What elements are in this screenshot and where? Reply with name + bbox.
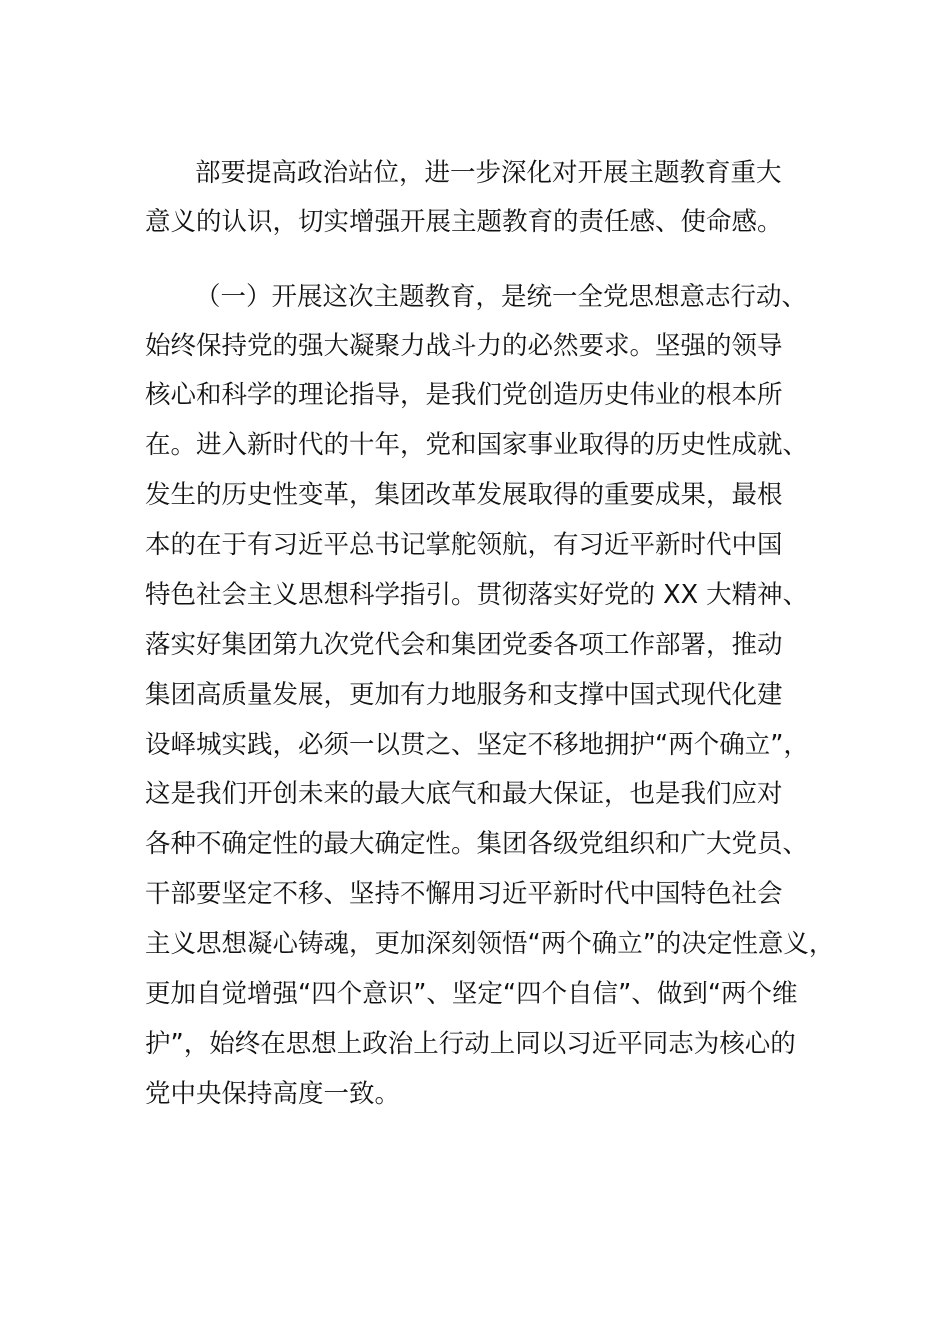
text-line: 主义思想凝心铸魂，更加深刻领悟“两个确立”的决定性意义， <box>145 929 835 959</box>
text-line: 落实好集团第九次党代会和集团党委各项工作部署，推动 <box>145 630 783 660</box>
text-line: 意义的认识，切实增强开展主题教育的责任感、使命感。 <box>145 207 783 237</box>
text-line: 部要提高政治站位，进一步深化对开展主题教育重大 <box>195 158 782 188</box>
text-line: 本的在于有习近平总书记掌舵领航，有习近平新时代中国 <box>145 530 783 560</box>
text-line: 干部要坚定不移、坚持不懈用习近平新时代中国特色社会 <box>145 879 783 909</box>
text-line: 更加自觉增强“四个意识”、坚定“四个自信”、做到“两个维 <box>145 979 798 1009</box>
text-line: 设峄城实践，必须一以贯之、坚定不移地拥护“两个确立”， <box>145 730 809 760</box>
text-line: 发生的历史性变革，集团改革发展取得的重要成果，最根 <box>145 480 783 510</box>
text-line: 核心和科学的理论指导，是我们党创造历史伟业的根本所 <box>145 380 783 410</box>
text-line: 始终保持党的强大凝聚力战斗力的必然要求。坚强的领导 <box>145 331 783 361</box>
text-line: 在。进入新时代的十年，党和国家事业取得的历史性成就、 <box>145 430 809 460</box>
text-line: 特色社会主义思想科学指引。贯彻落实好党的 XX 大精神、 <box>145 580 809 610</box>
text-line: 集团高质量发展，更加有力地服务和支撑中国式现代化建 <box>145 680 783 710</box>
text-line: 党中央保持高度一致。 <box>145 1079 401 1109</box>
section-heading-line: （一）开展这次主题教育，是统一全党思想意志行动、 <box>195 282 808 312</box>
text-line: 护”，始终在思想上政治上行动上同以习近平同志为核心的 <box>145 1029 796 1059</box>
text-line: 这是我们开创未来的最大底气和最大保证，也是我们应对 <box>145 779 783 809</box>
text-line: 各种不确定性的最大确定性。集团各级党组织和广大党员、 <box>145 829 809 859</box>
